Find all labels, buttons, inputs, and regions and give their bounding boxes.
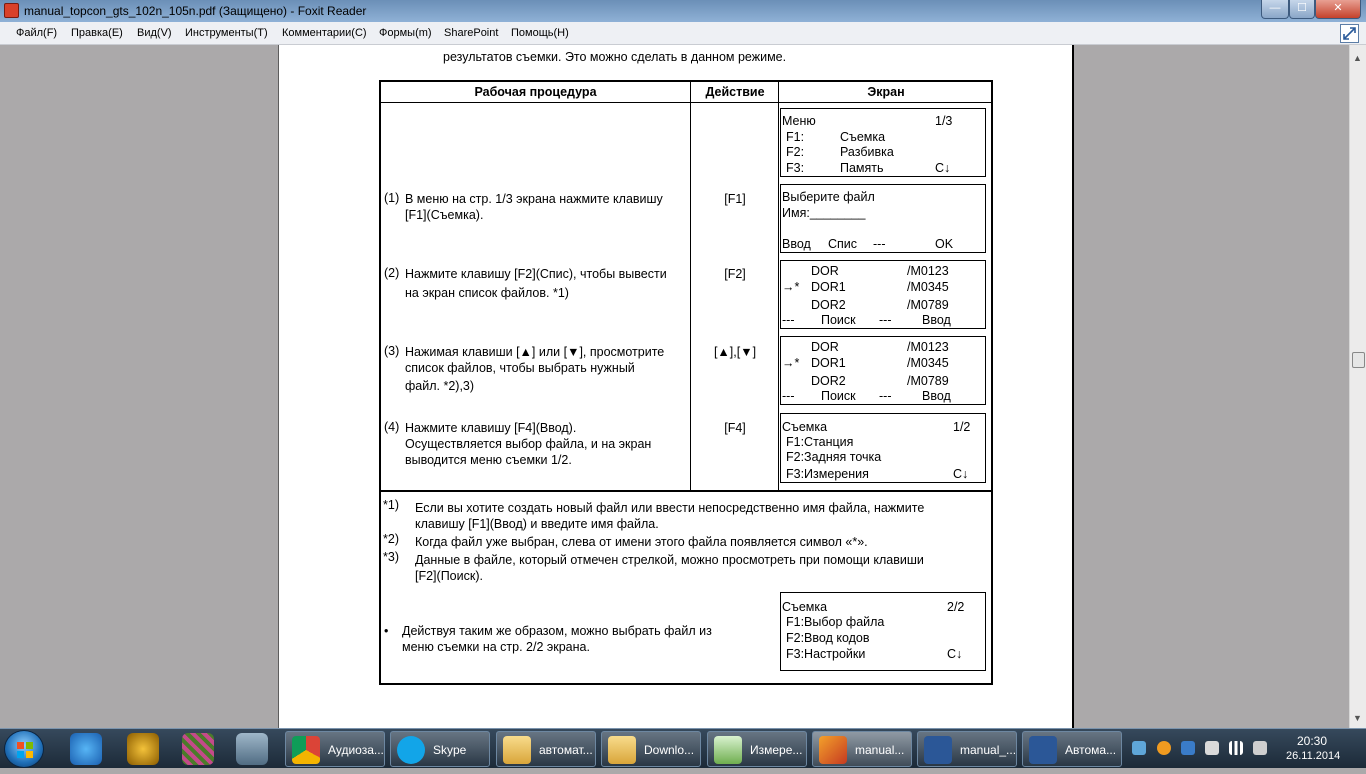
screen-line: --- xyxy=(879,389,892,403)
internet-explorer-icon[interactable] xyxy=(70,733,102,765)
screen-file-list xyxy=(780,336,986,405)
footnote-ref: *1) xyxy=(552,286,569,300)
pdf-page xyxy=(278,45,1074,728)
step-text-line: Осуществляется выбор файла, и на экран xyxy=(405,437,652,451)
screen-line: --- xyxy=(782,313,795,327)
skype-icon xyxy=(397,736,425,764)
screen-line: --- xyxy=(879,313,892,327)
taskbar-item-chrome[interactable] xyxy=(285,731,385,767)
screen-line: Спис xyxy=(828,237,858,251)
bullet-line: меню съемки на стр. 2/2 экрана. xyxy=(402,640,590,654)
screen-line: /M0345 xyxy=(907,356,949,370)
word-icon xyxy=(1029,736,1057,764)
menu-view[interactable]: Вид(V) xyxy=(137,27,172,39)
title-bar xyxy=(0,0,1366,22)
taskbar-item-label: manual... xyxy=(855,743,905,757)
skype-tray-icon[interactable] xyxy=(1181,741,1195,755)
footnote-ref: *2),3) xyxy=(443,379,475,393)
screen-line: C↓ xyxy=(935,161,951,175)
menu-edit[interactable]: Правка(E) xyxy=(71,27,123,39)
taskbar-item-label: Downlo... xyxy=(644,743,695,757)
taskbar-item-folder[interactable] xyxy=(496,731,596,767)
menu-sharepoint[interactable]: SharePoint xyxy=(444,27,499,39)
footnote-line: клавишу [F1](Ввод) и введите имя файла. xyxy=(415,517,659,531)
screen-line: Съемка xyxy=(782,600,828,614)
screen-line: Меню xyxy=(782,114,816,128)
taskbar-item-label: Аудиоза... xyxy=(328,743,384,757)
screen-line: DOR xyxy=(811,264,839,278)
screen-line: /M0345 xyxy=(907,280,949,294)
header-action: Действие xyxy=(705,85,765,99)
clock-date[interactable]: 26.11.2014 xyxy=(1286,750,1341,762)
minimize-button[interactable]: — xyxy=(1261,0,1289,19)
screen-line: Ввод xyxy=(922,389,951,403)
screen-line: F1: xyxy=(786,130,805,144)
screen-line: /M0789 xyxy=(907,374,949,388)
taskbar-item-measure[interactable] xyxy=(707,731,807,767)
menu-file[interactable]: Файл(F) xyxy=(16,27,58,39)
screen-line: /M0123 xyxy=(907,340,949,354)
screen-line: /M0789 xyxy=(907,298,949,312)
screen-line: →* xyxy=(782,280,800,294)
step-number: (3) xyxy=(384,344,400,358)
step-text xyxy=(405,266,667,301)
chrome-icon xyxy=(292,736,320,764)
folder-icon xyxy=(503,736,531,764)
taskbar-item-word-1[interactable] xyxy=(917,731,1017,767)
menu-comments[interactable]: Комментарии(C) xyxy=(282,27,367,39)
footnote-mark: *1) xyxy=(383,498,399,512)
header-divider xyxy=(381,102,991,103)
step-number: (2) xyxy=(384,266,400,280)
menu-tools[interactable]: Инструменты(T) xyxy=(185,27,268,39)
screen-line: F2:Задняя точка xyxy=(786,450,882,464)
table-divider xyxy=(381,490,991,492)
step-text-line: Нажмите клавишу [F2](Спис), чтобы вывести xyxy=(405,267,667,281)
step-text-line: Нажимая клавиши [▲] или [▼], просмотрите xyxy=(405,345,665,359)
screen-line: Поиск xyxy=(821,313,856,327)
step-text-line: список файлов, чтобы выбрать нужный xyxy=(405,361,635,375)
menu-help[interactable]: Помощь(H) xyxy=(511,27,569,39)
footnote-mark: *2) xyxy=(383,532,399,546)
screen-line: 1/2 xyxy=(953,420,971,434)
bullet-line: Действуя таким же образом, можно выбрать файл из xyxy=(402,624,712,638)
screen-select-file xyxy=(780,184,986,253)
scroll-thumb[interactable] xyxy=(1352,352,1365,368)
foxit-icon xyxy=(819,736,847,764)
screen-line: 1/3 xyxy=(935,114,953,128)
screen-line: F1:Выбор файла xyxy=(786,615,885,629)
footnote-text: Когда файл уже выбран, слева от имени этого файла появляется символ «*». xyxy=(415,535,868,549)
taskbar-item-label: Измере... xyxy=(750,743,803,757)
close-button[interactable]: ✕ xyxy=(1315,0,1361,19)
step-text xyxy=(405,344,664,394)
usb-icon[interactable] xyxy=(1205,741,1219,755)
screen-line: DOR1 xyxy=(811,280,846,294)
screen-line: DOR2 xyxy=(811,298,846,312)
screen-line: DOR1 xyxy=(811,356,846,370)
document-icon xyxy=(714,736,742,764)
taskbar-item-label: Автома... xyxy=(1065,743,1117,757)
screen-line: Разбивка xyxy=(840,145,894,159)
taskbar-item-skype[interactable] xyxy=(390,731,490,767)
screen-line: Имя:________ xyxy=(782,206,866,220)
scroll-up-icon[interactable]: ▲ xyxy=(1353,53,1362,63)
network-user-icon[interactable] xyxy=(1132,741,1146,755)
step-text-line: В меню на стр. 1/3 экрана нажмите клавишу xyxy=(405,192,663,206)
step-text-line: на экран список файлов. xyxy=(405,286,550,300)
screen-line: F3: xyxy=(786,161,805,175)
header-screen: Экран xyxy=(867,85,905,99)
volume-icon[interactable] xyxy=(1253,741,1267,755)
screen-line: F3:Измерения xyxy=(786,467,869,481)
word-icon xyxy=(924,736,952,764)
procedure-table xyxy=(379,80,993,685)
avast-tray-icon[interactable] xyxy=(1157,741,1171,755)
window-title: manual_topcon_gts_102n_105n.pdf (Защищено) - Foxit Reader xyxy=(24,4,367,18)
fullscreen-icon[interactable] xyxy=(1340,24,1359,43)
step-action: [F2] xyxy=(724,267,746,281)
taskbar xyxy=(0,728,1366,768)
step-text-line: Нажмите клавишу [F4](Ввод). xyxy=(405,421,577,435)
screen-survey-menu-2 xyxy=(780,592,986,671)
intro-text: результатов съемки. Это можно сделать в данном режиме. xyxy=(443,50,787,64)
menu-forms[interactable]: Формы(m) xyxy=(379,27,432,39)
foxit-app-icon xyxy=(4,3,19,18)
step-number: (1) xyxy=(384,191,400,205)
screen-line: /M0123 xyxy=(907,264,949,278)
start-button[interactable] xyxy=(4,730,44,768)
screen-line: DOR2 xyxy=(811,374,846,388)
maximize-button[interactable]: ☐ xyxy=(1289,0,1315,19)
screen-line: --- xyxy=(782,389,795,403)
taskbar-item-foxit[interactable] xyxy=(812,731,912,767)
screen-line: →* xyxy=(782,356,800,370)
taskbar-item-downloads[interactable] xyxy=(601,731,701,767)
bullet-text xyxy=(402,623,712,655)
menu-bar xyxy=(0,22,1366,45)
step-action: [F1] xyxy=(724,192,746,206)
step-action: [F4] xyxy=(724,421,746,435)
screen-line: C↓ xyxy=(953,467,969,481)
bullet-mark: • xyxy=(384,624,389,638)
step-text-line: [F1](Съемка). xyxy=(405,208,484,222)
screen-line: --- xyxy=(873,237,886,251)
screen-line: F2: xyxy=(786,145,805,159)
taskbar-item-label: автомат... xyxy=(539,743,593,757)
screen-line: Память xyxy=(840,161,884,175)
screen-line: F1:Станция xyxy=(786,435,854,449)
screen-line: Ввод xyxy=(782,237,811,251)
footnote-mark: *3) xyxy=(383,550,399,564)
footnote-line: Данные в файле, который отмечен стрелкой, можно просмотреть при помощи клавиши xyxy=(415,553,924,567)
screen-line: F3:Настройки xyxy=(786,647,866,661)
screen-line: Съемка xyxy=(840,130,886,144)
step-text-line: выводится меню съемки 1/2. xyxy=(405,453,572,467)
step-text xyxy=(405,191,663,223)
media-player-icon[interactable] xyxy=(236,733,268,765)
step-action: [▲],[▼] xyxy=(713,345,757,359)
screen-line: Ввод xyxy=(922,313,951,327)
signal-icon[interactable] xyxy=(1229,741,1243,755)
footnote-text xyxy=(415,500,989,532)
screen-line: C↓ xyxy=(947,647,963,661)
step-text xyxy=(405,420,651,468)
folder-icon xyxy=(608,736,636,764)
screen-line: F2:Ввод кодов xyxy=(786,631,870,645)
app-icon[interactable] xyxy=(182,733,214,765)
screen-line: OK xyxy=(935,237,954,251)
screen-menu xyxy=(780,108,986,177)
screen-line: Съемка xyxy=(782,420,828,434)
footnote-line: [F2](Поиск). xyxy=(415,569,483,583)
footnote-line: Если вы хотите создать новый файл или ввести непосредственно имя файла, нажмите xyxy=(415,501,925,515)
screen-file-list xyxy=(780,260,986,329)
screen-line: 2/2 xyxy=(947,600,965,614)
step-text-line: файл. xyxy=(405,379,440,393)
screen-survey-menu xyxy=(780,413,986,483)
taskbar-item-word-2[interactable] xyxy=(1022,731,1122,767)
screen-line: Выберите файл xyxy=(782,190,875,204)
taskbar-item-label: manual_... xyxy=(960,743,1017,757)
scroll-down-icon[interactable]: ▼ xyxy=(1353,713,1362,723)
vertical-scrollbar[interactable] xyxy=(1349,45,1366,728)
header-procedure: Рабочая процедура xyxy=(474,85,597,99)
step-number: (4) xyxy=(384,420,400,434)
clock-time[interactable]: 20:30 xyxy=(1297,734,1328,748)
screen-line: Поиск xyxy=(821,389,856,403)
footnote-text xyxy=(415,552,989,584)
screen-line: DOR xyxy=(811,340,839,354)
avast-icon[interactable] xyxy=(127,733,159,765)
taskbar-item-label: Skype xyxy=(433,743,467,757)
